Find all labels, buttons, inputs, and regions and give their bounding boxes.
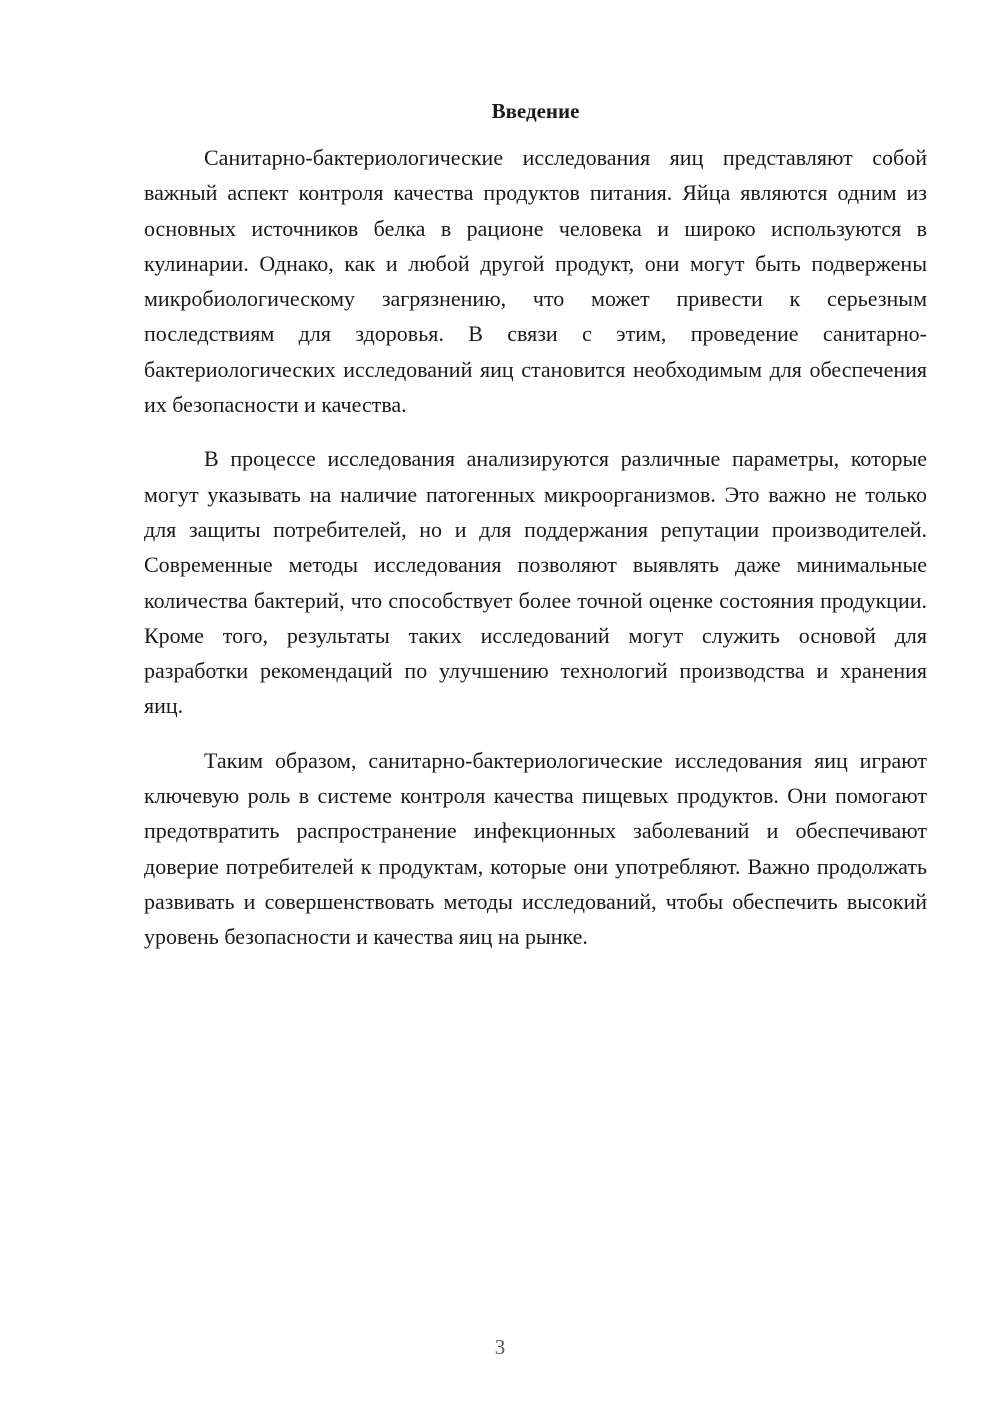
page-content <box>144 96 927 974</box>
page-number: 3 <box>494 1335 506 1359</box>
paragraph-1: Санитарно-бактериологические исследования яиц представляют собой важный аспект контроля качества продуктов питания. Яйца являются одним из основных источников белка в рационе человека и широко используются в кулинарии. Однако, как и любой другой продукт, они могут быть подвержены микробиологическому загрязнению, что может привести к серьезным последствиям для здоровья. В связи с этим, проведение санитарно-бактериологических исследований яиц становится необходимым для обеспечения их безопасности и качества. <box>144 145 927 418</box>
section-heading: Введение <box>491 99 580 123</box>
paragraph-2: В процессе исследования анализируются различные параметры, которые могут указывать на наличие патогенных микроорганизмов. Это важно не только для защиты потребителей, но и для поддержания репутации производителей. Современные методы исследования позволяют выявлять даже минимальные количества бактерий, что способствует более точной оценке состояния продукции. Кроме того, результаты таких исследований могут служить основой для разработки рекомендаций по улучшению технологий производства и хранения яиц. <box>144 446 927 719</box>
paragraph-3: Таким образом, санитарно-бактериологические исследования яиц играют ключевую роль в системе контроля качества пищевых продуктов. Они помогают предотвратить распространение инфекционных заболеваний и обеспечивают доверие потребителей к продуктам, которые они употребляют. Важно продолжать развивать и совершенствовать методы исследований, чтобы обеспечить высокий уровень безопасности и качества яиц на рынке. <box>144 747 927 950</box>
